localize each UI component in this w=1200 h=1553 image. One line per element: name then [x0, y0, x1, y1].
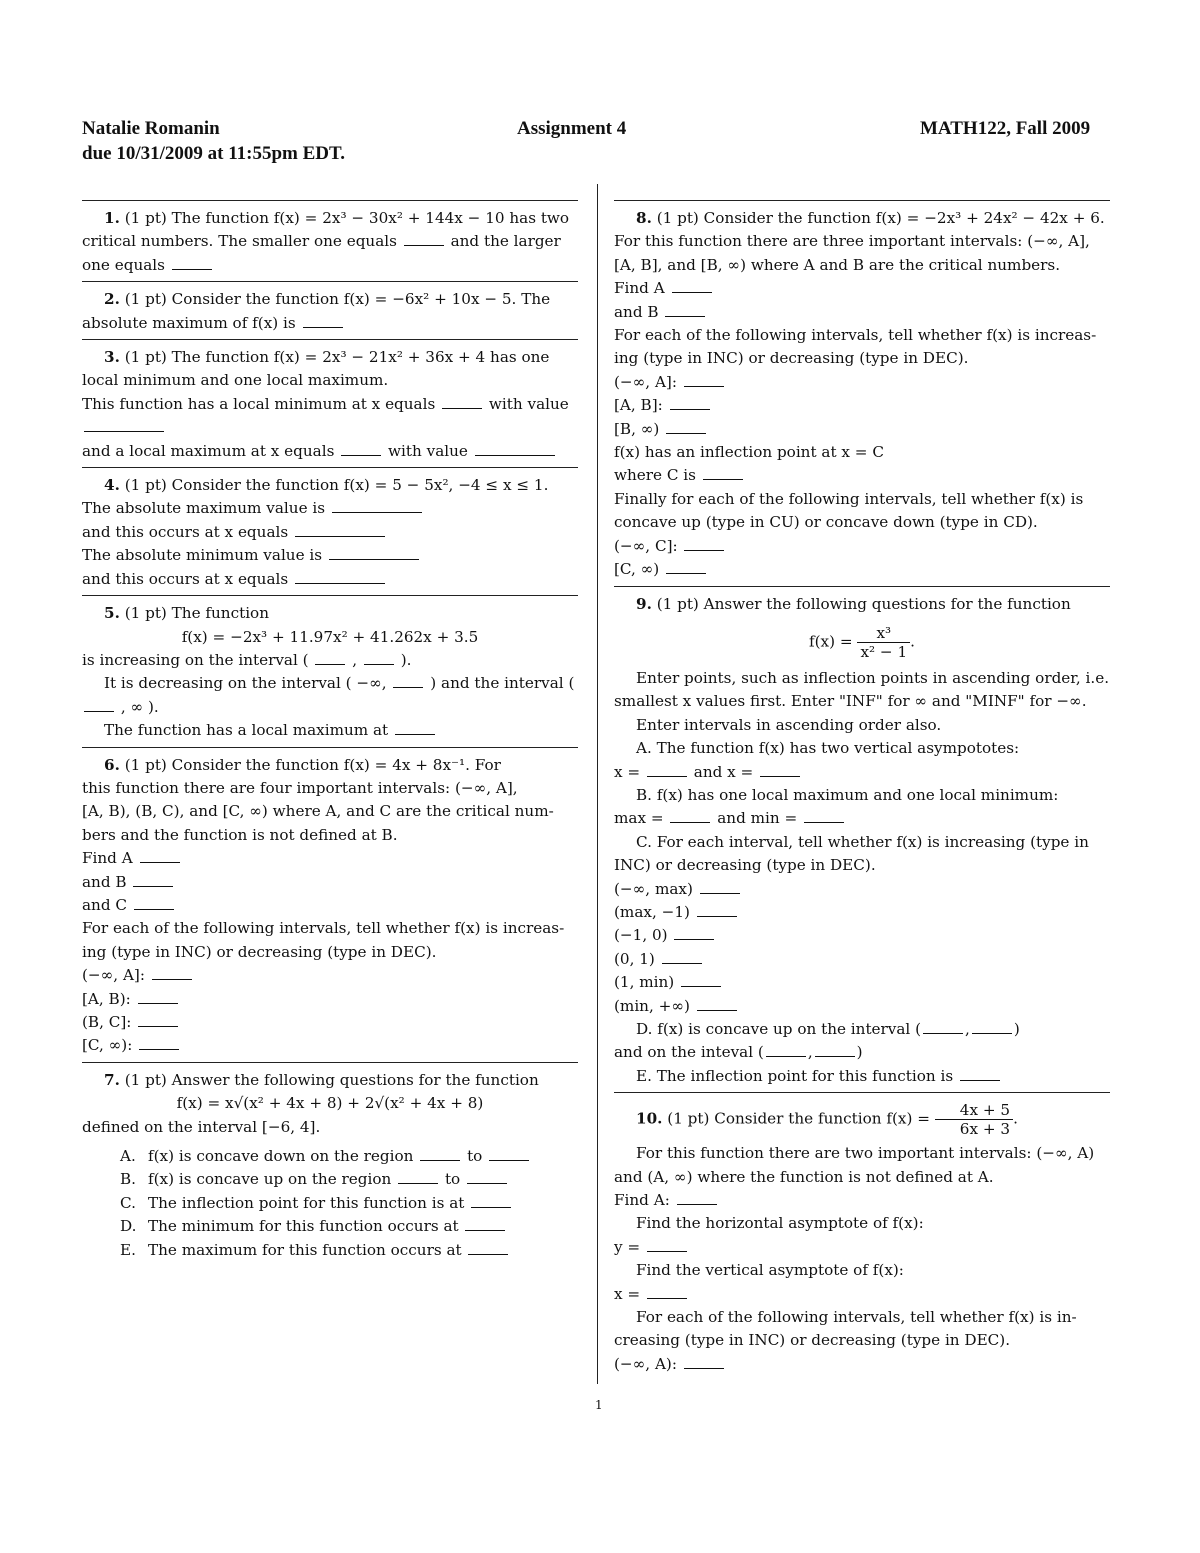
answer-blank[interactable]	[804, 808, 844, 823]
problem-text: [A, B), (B, C), and [C, ∞) where A, and C are the critical num-	[82, 802, 554, 821]
problem-text: Find A:	[614, 1191, 670, 1210]
answer-blank[interactable]	[315, 650, 345, 665]
problem-text: INC) or decreasing (type in DEC).	[614, 856, 876, 875]
answer-blank[interactable]	[672, 278, 712, 293]
list-letter: C.	[120, 1193, 136, 1212]
answer-blank[interactable]	[303, 313, 343, 328]
problem-text: For each of the following intervals, tell whether f(x) is increas-	[614, 326, 1097, 345]
answer-blank[interactable]	[468, 1240, 508, 1255]
equation-end: .	[910, 632, 915, 651]
fraction	[857, 624, 910, 661]
answer-blank[interactable]	[684, 372, 724, 387]
problem-3	[82, 340, 578, 467]
problem-text: ing (type in INC) or decreasing (type in DEC).	[614, 349, 969, 368]
answer-blank[interactable]	[647, 1237, 687, 1252]
answer-blank[interactable]	[442, 394, 482, 409]
list-letter: E.	[120, 1240, 136, 1259]
fraction-numerator: 4x + 5	[935, 1101, 1013, 1120]
problem-text: )	[856, 1043, 863, 1062]
answer-blank[interactable]	[700, 879, 740, 894]
answer-blank[interactable]	[489, 1146, 529, 1161]
problem-text: E. The inflection point for this function is	[636, 1066, 954, 1085]
interval-label: (−∞, A]:	[82, 966, 145, 985]
answer-blank[interactable]	[670, 808, 710, 823]
list-letter: B.	[120, 1170, 136, 1189]
problem-text: Find A	[82, 849, 133, 868]
problem-text: concave up (type in CU) or concave down (type in CD).	[614, 513, 1038, 532]
problem-text: absolute maximum of f(x) is	[82, 313, 296, 332]
interval-label: (max, −1)	[614, 902, 690, 921]
interval-label: (−∞, A):	[614, 1354, 677, 1373]
problem-text: with value	[488, 394, 569, 413]
answer-blank[interactable]	[666, 559, 706, 574]
interval-label: (−∞, max)	[614, 879, 693, 898]
answer-blank[interactable]	[152, 965, 192, 980]
column-divider	[597, 184, 598, 1384]
answer-blank[interactable]	[697, 902, 737, 917]
answer-blank[interactable]	[467, 1169, 507, 1184]
problem-text: For this function there are two important intervals: (−∞, A)	[636, 1144, 1095, 1163]
problem-text: x =	[614, 1284, 641, 1303]
answer-blank[interactable]	[923, 1019, 963, 1034]
problem-text: Enter intervals in ascending order also.	[636, 715, 942, 734]
answer-blank[interactable]	[138, 1012, 178, 1027]
problem-text: and this occurs at x equals	[82, 569, 289, 588]
interval-label: [B, ∞)	[614, 419, 660, 438]
answer-blank[interactable]	[697, 996, 737, 1011]
problem-text: C. For each interval, tell whether f(x) is increasing (type in	[636, 832, 1089, 851]
problem-text: with value	[388, 441, 468, 460]
problem-text: For each of the following intervals, tell whether f(x) is in-	[636, 1308, 1077, 1327]
problem-text: and (A, ∞) where the function is not defined at A.	[614, 1167, 994, 1186]
problem-text: is increasing on the interval (	[82, 650, 309, 669]
answer-blank[interactable]	[972, 1019, 1012, 1034]
problem-text: and this occurs at x equals	[82, 522, 289, 541]
problem-text: ,	[352, 650, 358, 669]
problem-text: Finally for each of the following intervals, tell whether f(x) is	[614, 489, 1084, 508]
answer-blank[interactable]	[329, 545, 419, 560]
answer-blank[interactable]	[647, 762, 687, 777]
problem-text: x =	[614, 762, 641, 781]
fraction-numerator: x³	[857, 624, 910, 643]
problem-4	[82, 468, 578, 595]
equation	[614, 624, 1110, 661]
problem-text: (1 pt) Consider the function f(x) = −2x³ + 24x² − 42x + 6.	[656, 209, 1105, 227]
fraction	[935, 1101, 1013, 1138]
interval-label: [C, ∞)	[614, 560, 660, 579]
problem-text: )	[1013, 1020, 1020, 1038]
problem-text: The function has a local maximum at	[104, 721, 389, 740]
equation-end: .	[1013, 1109, 1018, 1128]
interval-label: (0, 1)	[614, 949, 655, 968]
answer-blank[interactable]	[332, 498, 422, 513]
problem-8	[614, 201, 1110, 586]
problem-7	[82, 1063, 578, 1266]
answer-list	[120, 1145, 578, 1262]
problem-text: and B	[614, 302, 659, 321]
problem-text: and on the inteval (	[614, 1043, 764, 1062]
answer-blank[interactable]	[295, 569, 385, 584]
problem-text: D. f(x) is concave up on the interval (	[636, 1020, 922, 1038]
list-item: to	[444, 1170, 461, 1189]
list-letter: D.	[120, 1217, 137, 1236]
problem-text: defined on the interval [−6, 4].	[82, 1117, 321, 1136]
problem-text: Enter points, such as inflection points in ascending order, i.e.	[636, 668, 1110, 687]
problem-number: 3.	[104, 348, 120, 367]
answer-blank[interactable]	[134, 895, 174, 910]
problem-text: and min =	[717, 809, 798, 828]
list-item: The minimum for this function occurs at	[148, 1217, 459, 1236]
answer-blank[interactable]	[475, 441, 555, 456]
problem-text: (1 pt) The function	[124, 604, 269, 623]
list-item: f(x) is concave up on the region	[148, 1170, 392, 1189]
problem-text: ing (type in INC) or decreasing (type in DEC).	[82, 942, 437, 961]
problem-number: 8.	[636, 209, 652, 227]
problem-number: 7.	[104, 1070, 120, 1089]
interval-label: (min, +∞)	[614, 996, 690, 1015]
problem-text: (1 pt) The function f(x) = 2x³ − 30x² + 144x − 10 has two	[124, 209, 570, 227]
interval-label: (−1, 0)	[614, 926, 668, 945]
answer-blank[interactable]	[665, 302, 705, 317]
problem-text: The absolute minimum value is	[82, 546, 323, 565]
problem-text: (1 pt) Answer the following questions for the function	[656, 594, 1071, 613]
problem-1	[82, 201, 578, 281]
course-title: MATH122, Fall 2009	[920, 118, 1091, 139]
answer-blank[interactable]	[295, 522, 385, 537]
answer-blank[interactable]	[395, 720, 435, 735]
list-item: The maximum for this function occurs at	[148, 1240, 462, 1259]
problem-text: ) and the interval (	[430, 674, 575, 693]
problem-9	[614, 587, 1110, 1093]
fraction-denominator: 6x + 3	[959, 1120, 1011, 1139]
problem-text: For each of the following intervals, tell whether f(x) is increas-	[82, 919, 565, 938]
answer-blank[interactable]	[960, 1066, 1000, 1081]
problem-text: max =	[614, 809, 664, 828]
answer-blank[interactable]	[760, 762, 800, 777]
problem-number: 1.	[104, 209, 120, 227]
interval-label: [C, ∞):	[82, 1036, 133, 1055]
answer-blank[interactable]	[172, 255, 212, 270]
list-item: f(x) is concave down on the region	[148, 1147, 414, 1166]
problem-10	[614, 1093, 1110, 1380]
answer-blank[interactable]	[393, 673, 423, 688]
problem-text: This function has a local minimum at x equals	[82, 394, 436, 413]
list-item: to	[467, 1147, 483, 1166]
problem-text: y =	[614, 1237, 641, 1256]
answer-blank[interactable]	[670, 395, 710, 410]
problem-text: local minimum and one local maximum.	[82, 371, 389, 390]
interval-label: (−∞, C]:	[614, 536, 678, 555]
problem-text: ,	[965, 1020, 970, 1038]
problem-text: and C	[82, 895, 128, 914]
problem-text: (1 pt) Answer the following questions for the function	[124, 1070, 539, 1089]
problem-text: Find A	[614, 279, 665, 298]
problem-number: 2.	[104, 290, 120, 309]
answer-blank[interactable]	[404, 231, 444, 246]
answer-blank[interactable]	[681, 972, 721, 987]
problem-text: (1 pt) Consider the function f(x) =	[667, 1109, 930, 1128]
interval-label: (B, C]:	[82, 1013, 132, 1031]
problem-number: 9.	[636, 594, 652, 613]
problem-text: (1 pt) Consider the function f(x) = −6x² + 10x − 5. The	[124, 290, 551, 309]
answer-blank[interactable]	[766, 1042, 806, 1057]
list-letter: A.	[120, 1147, 136, 1166]
equation: f(x) = −2x³ + 11.97x² + 41.262x + 3.5	[181, 627, 479, 646]
equation: f(x) = x√(x² + 4x + 8) + 2√(x² + 4x + 8)	[176, 1094, 484, 1113]
problem-text: creasing (type in INC) or decreasing (type in DEC).	[614, 1331, 1011, 1350]
interval-label: [A, B]:	[614, 396, 663, 415]
problem-6	[82, 748, 578, 1062]
answer-blank[interactable]	[684, 536, 724, 551]
problem-text: , ∞ ).	[120, 697, 159, 716]
right-column	[614, 200, 1110, 1380]
problem-text: ,	[807, 1043, 813, 1062]
answer-blank[interactable]	[133, 872, 173, 887]
answer-blank[interactable]	[815, 1042, 855, 1057]
problem-text: For this function there are three important intervals: (−∞, A],	[614, 232, 1090, 251]
interval-label: (1, min)	[614, 973, 675, 992]
answer-blank[interactable]	[139, 1035, 179, 1050]
problem-text: It is decreasing on the interval ( −∞,	[104, 674, 387, 693]
answer-blank[interactable]	[471, 1193, 511, 1208]
problem-text: (1 pt) Consider the function f(x) = 4x + 8x⁻¹. For	[124, 755, 501, 774]
problem-text: (1 pt) Consider the function f(x) = 5 − 5x², −4 ≤ x ≤ 1.	[124, 476, 549, 495]
answer-blank[interactable]	[703, 465, 743, 480]
problem-number: 4.	[104, 476, 120, 495]
problem-text: bers and the function is not defined at B.	[82, 825, 398, 844]
list-item: The inflection point for this function is at	[148, 1193, 465, 1212]
problem-text: A. The function f(x) has two vertical asympototes:	[636, 739, 1020, 758]
answer-blank[interactable]	[341, 441, 381, 456]
assignment-title: Assignment 4	[517, 118, 627, 139]
answer-blank[interactable]	[138, 989, 178, 1004]
fraction-denominator: x² − 1	[860, 642, 908, 661]
problem-5	[82, 596, 578, 746]
problem-text: ).	[400, 650, 412, 669]
answer-blank[interactable]	[84, 697, 114, 712]
problem-text: (1 pt) The function f(x) = 2x³ − 21x² + 36x + 4 has one	[124, 348, 550, 367]
interval-label: [A, B):	[82, 989, 131, 1008]
problem-number: 5.	[104, 604, 120, 623]
problem-text: Find the horizontal asymptote of f(x):	[636, 1214, 924, 1233]
problem-2	[82, 282, 578, 339]
answer-blank[interactable]	[420, 1146, 460, 1161]
problem-text: and x =	[693, 762, 754, 781]
problem-text: The absolute maximum value is	[82, 499, 326, 518]
problem-text: where C is	[614, 466, 696, 485]
problem-number: 6.	[104, 755, 120, 774]
problem-text: f(x) has an inflection point at x = C	[614, 443, 884, 462]
problem-text: this function there are four important intervals: (−∞, A],	[82, 778, 518, 797]
student-name: Natalie Romanin	[82, 118, 220, 139]
due-date: due 10/31/2009 at 11:55pm EDT.	[82, 143, 346, 164]
problem-text: B. f(x) has one local maximum and one local minimum:	[636, 785, 1059, 804]
problem-text: one equals	[82, 255, 165, 274]
answer-blank[interactable]	[364, 650, 394, 665]
problem-text: critical numbers. The smaller one equals	[82, 232, 397, 251]
problem-text: and B	[82, 872, 127, 891]
problem-number: 10.	[636, 1109, 663, 1128]
left-column	[82, 200, 578, 1266]
problem-text: and the larger	[450, 232, 561, 251]
answer-blank[interactable]	[84, 417, 164, 432]
answer-blank[interactable]	[674, 925, 714, 940]
problem-text: smallest x values first. Enter "INF" for ∞ and "MINF" for −∞.	[614, 692, 1087, 711]
answer-blank[interactable]	[666, 419, 706, 434]
answer-blank[interactable]	[465, 1216, 505, 1231]
answer-blank[interactable]	[398, 1169, 438, 1184]
answer-blank[interactable]	[677, 1190, 717, 1205]
answer-blank[interactable]	[140, 848, 180, 863]
interval-label: (−∞, A]:	[614, 372, 677, 391]
equation-lhs: f(x) =	[809, 632, 853, 651]
answer-blank[interactable]	[684, 1354, 724, 1369]
answer-blank[interactable]	[647, 1284, 687, 1299]
page-number: 1	[595, 1398, 603, 1412]
problem-text: and a local maximum at x equals	[82, 441, 335, 460]
answer-blank[interactable]	[662, 949, 702, 964]
problem-text: [A, B], and [B, ∞) where A and B are the critical numbers.	[614, 255, 1061, 274]
problem-text: Find the vertical asymptote of f(x):	[636, 1261, 904, 1280]
